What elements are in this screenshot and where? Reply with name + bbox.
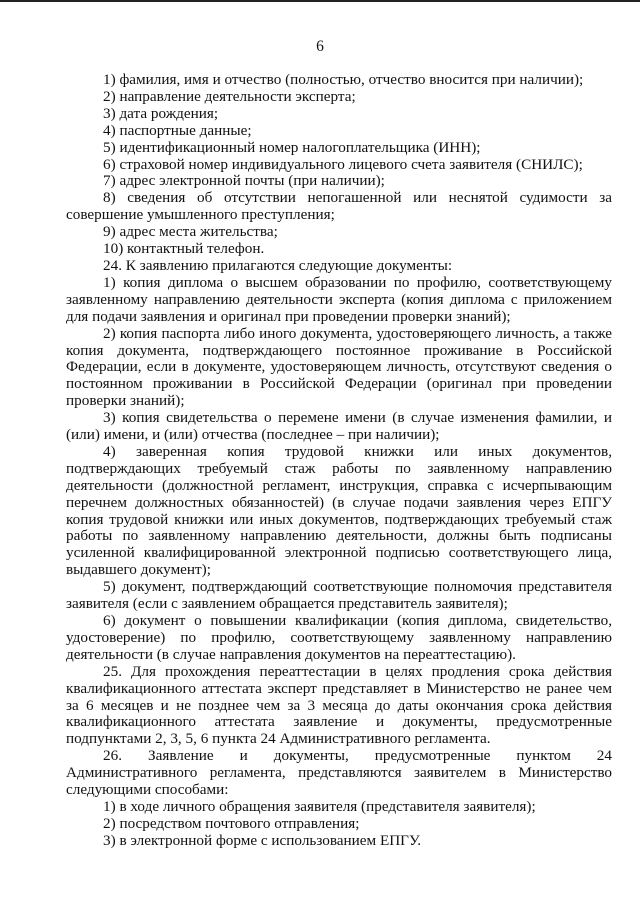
paragraph: 24. К заявлению прилагаются следующие документы:	[103, 256, 453, 274]
paragraph: 5) документ, подтверждающий соответствующие полномочия представителя заявителя (если с заявлением обращается представитель заявителя);	[66, 578, 612, 613]
paragraph: 9) адрес места жительства;	[103, 223, 278, 241]
paragraph: 8) сведения об отсутствии непогашенной или неснятой судимости за совершение умышленного преступления;	[66, 189, 612, 224]
paragraph: 1) фамилия, имя и отчество (полностью, отчество вносится при наличии);	[103, 71, 584, 88]
paragraph: 1) копия диплома о высшем образовании по профилю, соответствующему заявленному направлению деятельности эксперта (копия диплома с приложением для подачи заявления и оригинал при проведении проверки знаний);	[66, 273, 612, 325]
paragraph: 6) документ о повышении квалификации (копия диплома, свидетельство, удостоверение) по профилю, соответствующему заявленному направлению деятельности (в случае направления документов на переаттестацию).	[66, 612, 612, 663]
paragraph: 7) адрес электронной почты (при наличии);	[103, 172, 385, 190]
paragraph: 5) идентификационный номер налогоплательщика (ИНН);	[103, 138, 481, 156]
paragraph: 4) паспортные данные;	[103, 121, 252, 139]
paragraph: 2) посредством почтового отправления;	[103, 814, 360, 832]
paragraph: 3) дата рождения;	[103, 104, 219, 122]
paragraph: 10) контактный телефон.	[103, 240, 265, 258]
page-edge	[0, 0, 640, 2]
paragraph: 3) копия свидетельства о перемене имени (в случае изменения фамилии, и (или) имени, и (или) отчества (последнее – при наличии);	[66, 409, 612, 444]
paragraph: 2) копия паспорта либо иного документа, удостоверяющего личность, а также копия документа, подтверждающего постоянное проживание в Российской Федерации, если в документе, удостоверяющем личность, отсутствуют сведения о постоянном проживании в Российской Федерации (оригинал при проведении проверки знаний);	[66, 324, 612, 410]
paragraph: 6) страховой номер индивидуального лицевого счета заявителя (СНИЛС);	[103, 155, 583, 173]
paragraph: 2) направление деятельности эксперта;	[103, 87, 356, 105]
paragraph: 1) в ходе личного обращения заявителя (представителя заявителя);	[103, 797, 536, 815]
page-number: 6	[316, 38, 324, 55]
paragraph: 25. Для прохождения переаттестации в целях продления срока действия квалификационного аттестата эксперт представляет в Министерство не ранее чем за 6 месяцев и не позднее чем за 3 месяца до даты окончания срока действия квалификационного аттестата заявление и документы, предусмотренные подпунктами 2, 3, 5, 6 пункта 24 Административного регламента.	[66, 662, 612, 748]
paragraph: 26. Заявление и документы, предусмотренные пунктом 24 Административного регламента, представляются заявителем в Министерство следующими способами:	[66, 747, 612, 799]
paragraph: 4) заверенная копия трудовой книжки или иных документов, подтверждающих требуемый стаж работы по заявленному направлению деятельности (должностной регламент, инструкция, справка с исчерпывающим перечнем должностных обязанностей) (в случае подачи заявления через ЕПГУ копия трудовой книжки или иных документов, подтверждающих требуемый стаж работы по заявленному направлению деятельности, должны быть подписаны усиленной квалифицированной электронной подписью соответствующего лица, выдавшего документ);	[66, 442, 612, 579]
paragraph: 3) в электронной форме с использованием ЕПГУ.	[103, 831, 422, 849]
document-body	[66, 72, 612, 850]
